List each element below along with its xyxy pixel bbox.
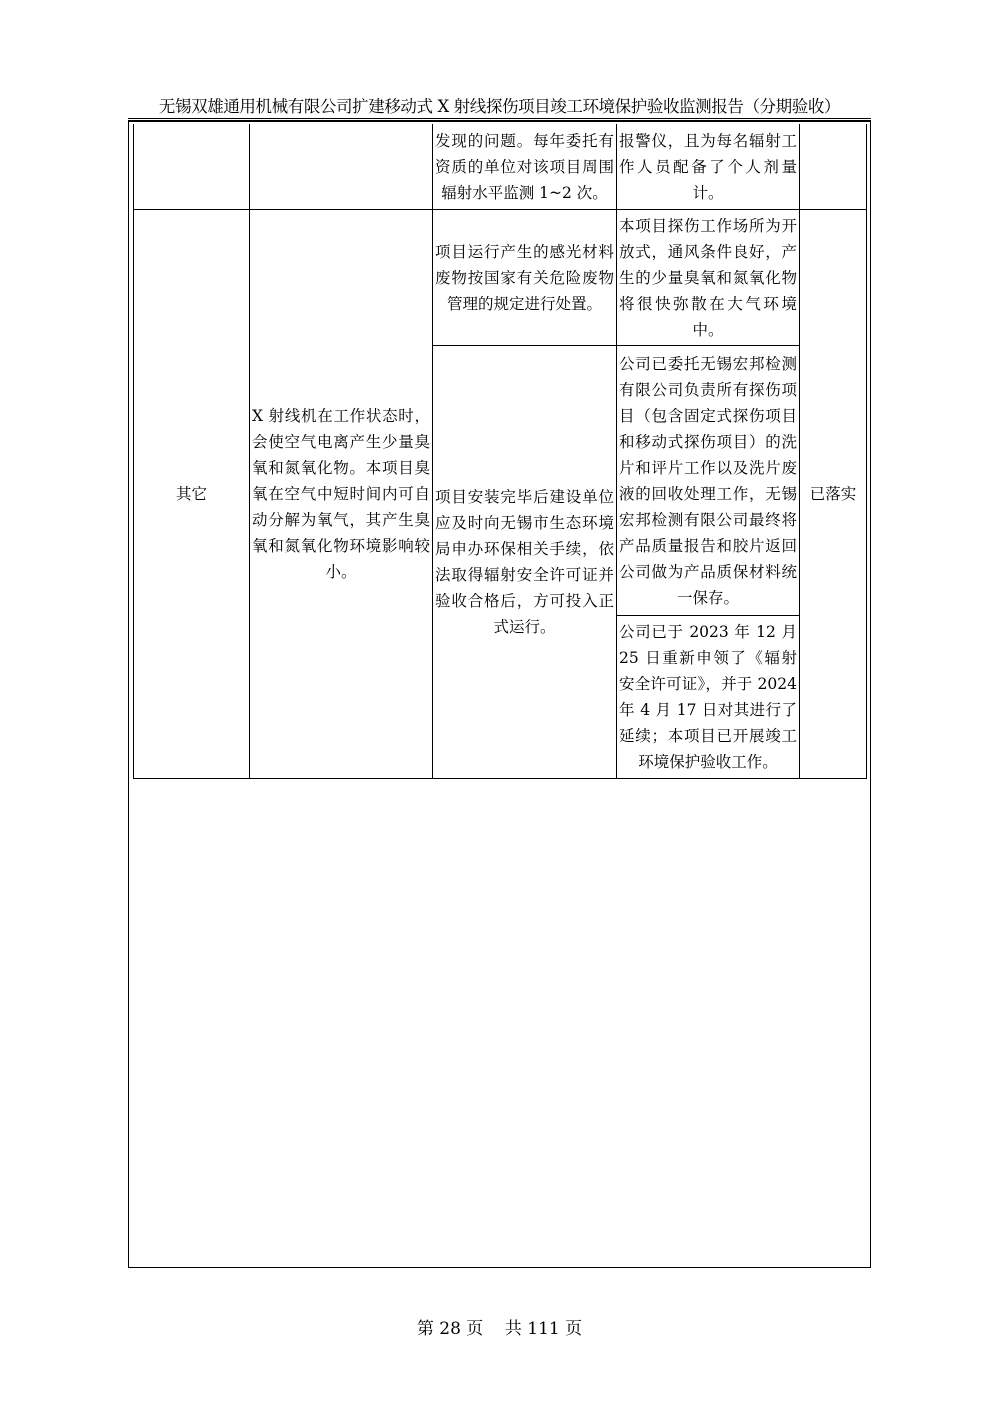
implementation-cell-3 <box>617 616 799 778</box>
continued-implementation-text: 报警仪，且为每名辐射工作人员配备了个人剂量计。 <box>619 131 797 202</box>
implementation-text-1: 本项目探伤工作场所为开放式，通风条件良好，产生的少量臭氧和氮氧化物将很快弥散在大气环境中。 <box>619 216 797 339</box>
continued-requirement-text: 发现的问题。每年委托有资质的单位对该项目周围辐射水平监测 1~2 次。 <box>435 131 614 202</box>
category-cell <box>134 210 249 778</box>
impact-cell <box>250 210 432 778</box>
continued-requirement-cell <box>433 124 616 209</box>
impact-text: X 射线机在工作状态时，会使空气电离产生少量臭氧和氮氧化物。本项目臭氧在空气中短时间内可自动分解为氧气，其产生臭氧和氮氧化物环境影响较小。 <box>252 407 430 581</box>
header-rule-top <box>128 118 871 119</box>
continued-implementation-cell <box>617 124 799 209</box>
table-border-bottom <box>133 778 867 779</box>
implementation-text-3: 公司已于 2023 年 12 月 25 日重新申领了《辐射安全许可证》，并于 2024 年 4 月 17 日对其进行了延续；本项目已开展竣工环境保护验收工作。 <box>619 623 797 771</box>
requirement-text-1: 项目运行产生的感光材料废物按国家有关危险废物管理的规定进行处置。 <box>435 242 614 313</box>
implementation-cell-2 <box>617 346 799 615</box>
table-border-right <box>866 124 867 779</box>
implementation-cell-1 <box>617 210 799 345</box>
status-cell <box>800 210 866 778</box>
report-header-title: 无锡双雄通用机械有限公司扩建移动式 X 射线探伤项目竣工环境保护验收监测报告（分期验收） <box>158 97 841 116</box>
category-label: 其它 <box>175 485 207 503</box>
implementation-text-2: 公司已委托无锡宏邦检测有限公司负责所有探伤项目（包含固定式探伤项目和移动式探伤项目）的洗片和评片工作以及洗片废液的回收处理工作，无锡宏邦检测有限公司最终将产品质量报告和胶片返回公司做为产品质保材料统一保存。 <box>619 354 797 607</box>
requirement-cell-1 <box>433 210 616 345</box>
requirement-text-2: 项目安装完毕后建设单位应及时向无锡市生态环境局申办环保相关手续，依法取得辐射安全许可证并验收合格后，方可投入正式运行。 <box>435 488 614 636</box>
requirement-cell-2 <box>433 346 616 778</box>
status-text: 已落实 <box>809 485 857 503</box>
page-number-footer: 第 28 页 共 111 页 <box>416 1319 583 1339</box>
